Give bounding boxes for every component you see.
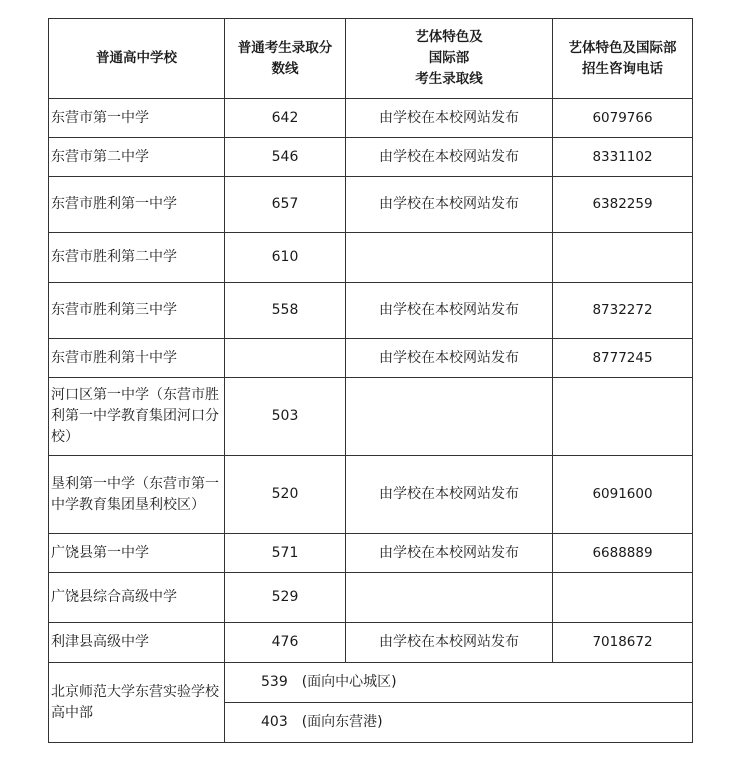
phone-cell: 6079766 — [553, 99, 693, 138]
score-cell: 546 — [225, 138, 346, 177]
school-name: 北京师范大学东营实验学校高中部 — [49, 663, 225, 743]
admission-table — [48, 18, 693, 743]
school-name: 利津县高级中学 — [49, 623, 225, 663]
art-cell: 由学校在本校网站发布 — [346, 177, 553, 233]
table-row — [49, 233, 693, 283]
table-row — [49, 177, 693, 233]
phone-cell: 8732272 — [553, 283, 693, 339]
table-row-merged — [49, 663, 693, 703]
header-row — [49, 19, 693, 99]
score-cell: 558 — [225, 283, 346, 339]
header-art-line1: 艺体特色及 — [415, 29, 483, 45]
art-cell: 由学校在本校网站发布 — [346, 456, 553, 534]
header-phone-line2: 招生咨询电话 — [582, 60, 663, 77]
phone-cell: 6091600 — [553, 456, 693, 534]
header-phone — [553, 19, 693, 99]
art-cell: 由学校在本校网站发布 — [346, 138, 553, 177]
header-art-line2: 国际部 — [428, 50, 470, 66]
art-cell: 由学校在本校网站发布 — [346, 339, 553, 378]
phone-cell: 6688889 — [553, 534, 693, 573]
score-cell: 529 — [225, 573, 346, 623]
phone-cell: 6382259 — [553, 177, 693, 233]
phone-cell: 8331102 — [553, 138, 693, 177]
score-cell: 657 — [225, 177, 346, 233]
school-name: 广饶县综合高级中学 — [49, 573, 225, 623]
score-cell: 503 — [225, 378, 346, 456]
art-cell: 由学校在本校网站发布 — [346, 99, 553, 138]
score-cell-central: 539 (面向中心城区) — [225, 663, 693, 703]
school-name: 东营市胜利第十中学 — [49, 339, 225, 378]
school-name: 东营市第一中学 — [49, 99, 225, 138]
table-row — [49, 534, 693, 573]
school-name: 东营市第二中学 — [49, 138, 225, 177]
art-cell — [346, 378, 553, 456]
header-score — [225, 19, 346, 99]
art-cell: 由学校在本校网站发布 — [346, 623, 553, 663]
table-row — [49, 456, 693, 534]
phone-cell — [553, 573, 693, 623]
art-cell — [346, 233, 553, 283]
header-art-line3: 考生录取线 — [415, 71, 483, 87]
table-row — [49, 138, 693, 177]
score-cell: 571 — [225, 534, 346, 573]
school-name: 东营市胜利第三中学 — [49, 283, 225, 339]
art-cell: 由学校在本校网站发布 — [346, 534, 553, 573]
table-row — [49, 283, 693, 339]
table-row — [49, 99, 693, 138]
header-phone-line1: 艺体特色及国际部 — [568, 39, 677, 56]
art-cell: 由学校在本校网站发布 — [346, 283, 553, 339]
score-cell — [225, 339, 346, 378]
table-row — [49, 623, 693, 663]
score-cell: 642 — [225, 99, 346, 138]
school-name: 河口区第一中学（东营市胜利第一中学教育集团河口分校） — [49, 378, 225, 456]
score-cell: 610 — [225, 233, 346, 283]
header-art — [346, 19, 553, 99]
table-row — [49, 378, 693, 456]
phone-cell: 8777245 — [553, 339, 693, 378]
score-cell: 476 — [225, 623, 346, 663]
school-name: 广饶县第一中学 — [49, 534, 225, 573]
phone-cell: 7018672 — [553, 623, 693, 663]
school-name: 东营市胜利第一中学 — [49, 177, 225, 233]
header-school: 普通高中学校 — [49, 19, 225, 99]
school-name: 垦利第一中学（东营市第一中学教育集团垦利校区） — [49, 456, 225, 534]
school-name: 东营市胜利第二中学 — [49, 233, 225, 283]
table-row — [49, 573, 693, 623]
score-cell-port: 403 (面向东营港) — [225, 703, 693, 743]
phone-cell — [553, 378, 693, 456]
phone-cell — [553, 233, 693, 283]
header-score-line1: 普通考生录取分 — [237, 39, 333, 56]
table-row — [49, 339, 693, 378]
header-score-line2: 数线 — [271, 60, 299, 77]
art-cell — [346, 573, 553, 623]
score-cell: 520 — [225, 456, 346, 534]
